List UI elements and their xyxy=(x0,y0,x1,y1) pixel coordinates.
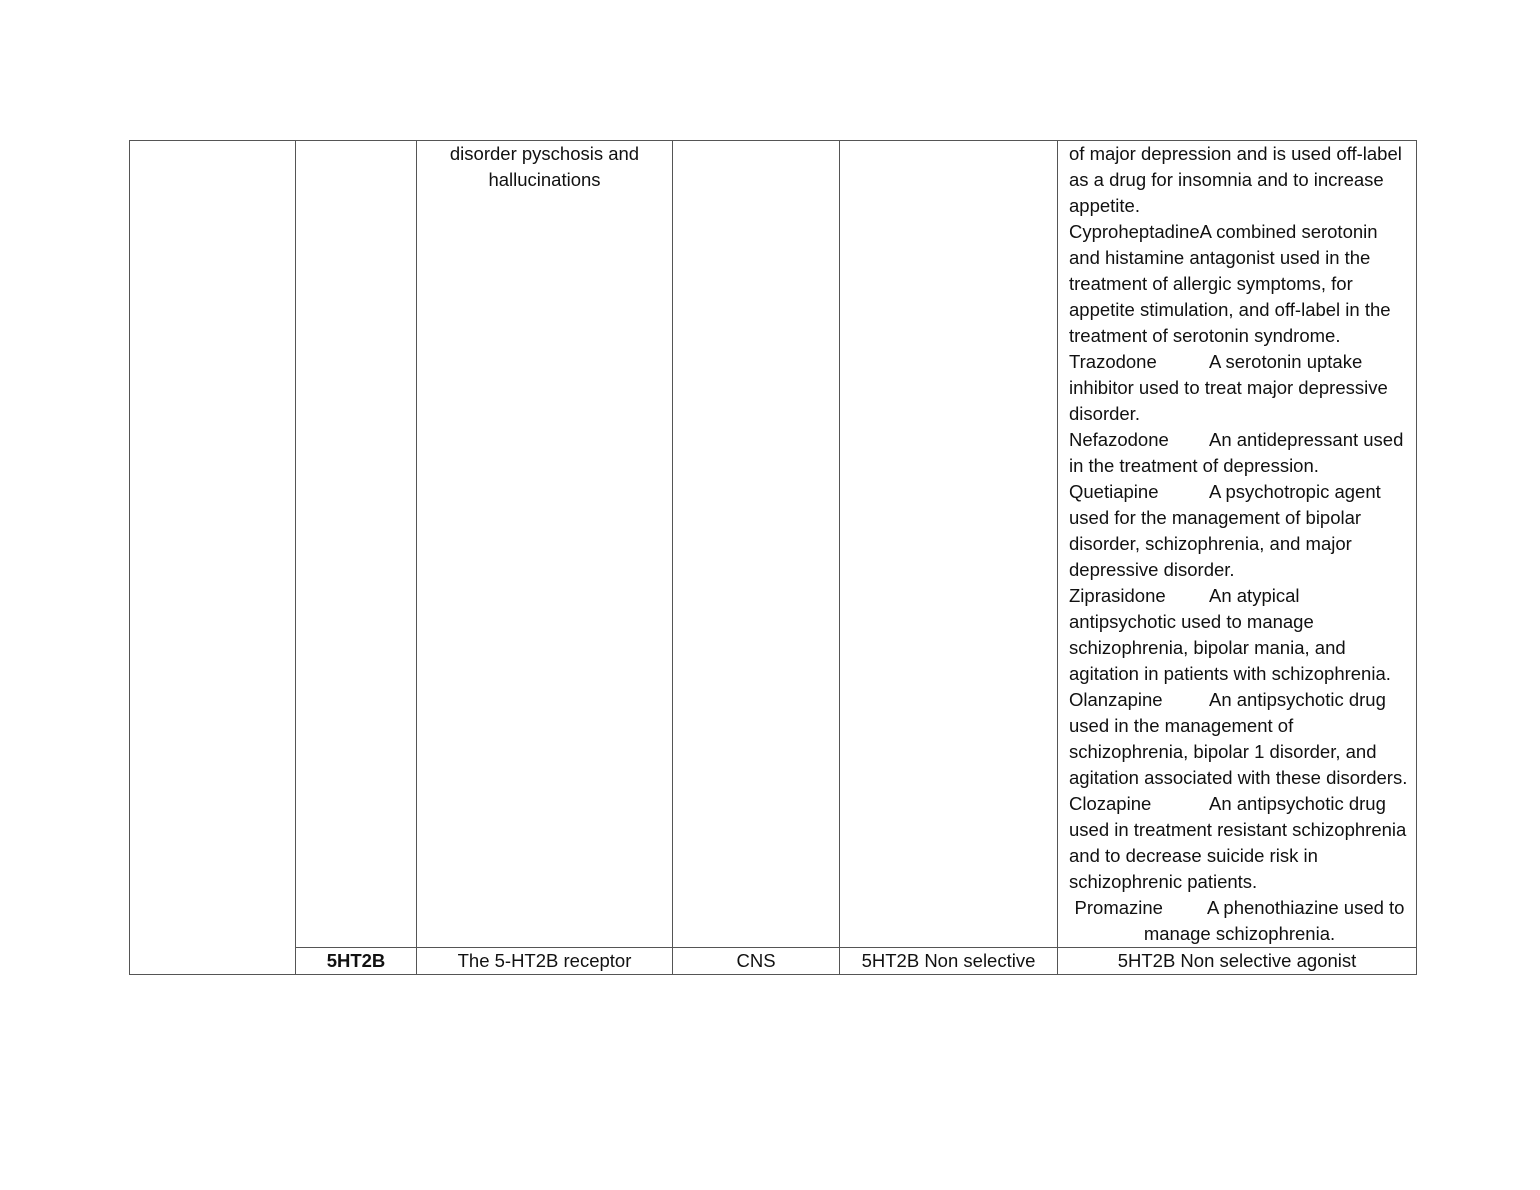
drug-entry xyxy=(1069,687,1410,791)
antagonist-cell-empty xyxy=(840,141,1058,948)
indication-cell xyxy=(417,141,673,948)
drug-entry xyxy=(1069,583,1410,687)
drug-entry xyxy=(1069,427,1410,479)
drug-text: An antipsychotic drug used in treatment resistant schizophrenia and to decrease suicide risk in schizophrenic patients. xyxy=(1069,793,1407,892)
drug-text: An antipsychotic drug used in the management of schizophrenia, bipolar 1 disorder, and agitation associated with these disorders. xyxy=(1069,689,1408,788)
location-cell: CNS xyxy=(673,948,840,975)
drug-name: Nefazodone xyxy=(1069,429,1169,450)
receptor-cell: 5HT2B xyxy=(296,948,417,975)
drug-text: An antidepressant used in the treatment of depression. xyxy=(1069,429,1404,476)
drug-name: Cyproheptadine xyxy=(1069,221,1200,242)
drug-name: Trazodone xyxy=(1069,351,1157,372)
drug-text: A psychotropic agent used for the management of bipolar disorder, schizophrenia, and major depressive disorder. xyxy=(1069,481,1381,580)
drug-entry xyxy=(1069,791,1410,895)
drug-text: An atypical antipsychotic used to manage schizophrenia, bipolar mania, and agitation in patients with schizophrenia. xyxy=(1069,585,1391,684)
indication-text: disorder pyschosis and hallucinations xyxy=(449,143,640,190)
drug-text: A phenothiazine used to manage schizophrenia. xyxy=(1143,897,1405,944)
drug-entry xyxy=(1069,219,1410,349)
family-cell xyxy=(130,141,296,975)
drug-text: A serotonin uptake inhibitor used to treat major depressive disorder. xyxy=(1069,351,1388,424)
drug-name: Promazine xyxy=(1074,897,1163,918)
drug-text: A combined serotonin and histamine antagonist used in the treatment of allergic symptoms, for appetite stimulation, and off-label in the treatment of serotonin syndrome. xyxy=(1069,221,1391,346)
drug-name: Quetiapine xyxy=(1069,481,1159,502)
antagonist-cell: 5HT2B Non selective xyxy=(840,948,1058,975)
table-row-continued xyxy=(130,141,1417,948)
receptor-table xyxy=(129,140,1417,975)
description-intro: of major depression and is used off-label as a drug for insomnia and to increase appetite. xyxy=(1069,143,1402,216)
receptor-cell-empty xyxy=(296,141,417,948)
drug-name: Olanzapine xyxy=(1069,689,1163,710)
drug-entry xyxy=(1069,479,1410,583)
drug-name: Ziprasidone xyxy=(1069,585,1166,606)
drug-entry xyxy=(1069,895,1410,947)
agonist-cell: 5HT2B Non selective agonist xyxy=(1058,948,1417,975)
drug-entry xyxy=(1069,349,1410,427)
drug-description-cell xyxy=(1058,141,1417,948)
receptor-description-cell: The 5-HT2B receptor xyxy=(417,948,673,975)
location-cell-empty xyxy=(673,141,840,948)
table-row-5ht2b xyxy=(130,948,1417,975)
drug-name: Clozapine xyxy=(1069,793,1152,814)
